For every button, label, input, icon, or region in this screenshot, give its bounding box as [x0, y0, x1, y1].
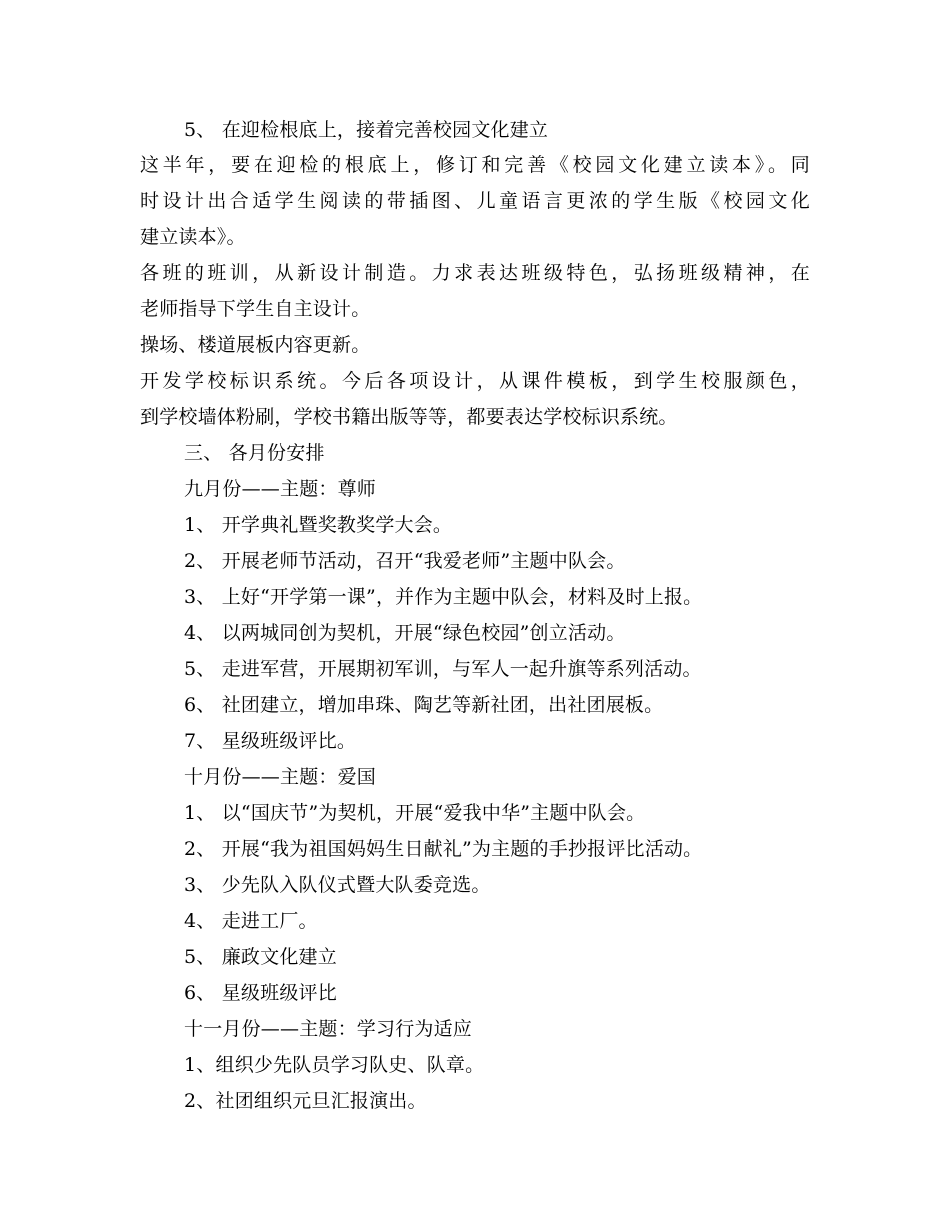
list-item: 1、 开学典礼暨奖教奖学大会。 [184, 514, 453, 536]
list-item: 3、 少先队入队仪式暨大队委竞选。 [184, 874, 491, 896]
list-item: 5、 走进军营，开展期初军训，与军人一起升旗等系列活动。 [184, 658, 702, 680]
list-item: 6、 星级班级评比 [184, 982, 337, 1004]
heading-campus-culture: 5、 在迎检根底上，接着完善校园文化建立 [184, 119, 549, 141]
paragraph-line: 各班的班训，从新设计制造。力求表达班级特色，弘扬班级精神，在 [140, 262, 810, 284]
list-item: 1、 以“国庆节”为契机，开展“爱我中华”主题中队会。 [184, 802, 646, 824]
list-item: 4、 走进工厂。 [184, 910, 318, 932]
list-item: 5、 廉政文化建立 [184, 946, 337, 968]
list-item: 3、 上好“开学第一课”，并作为主题中队会，材料及时上报。 [184, 586, 703, 608]
month-heading-november: 十一月份——主题：学习行为适应 [184, 1018, 473, 1040]
paragraph-line: 时设计出合适学生阅读的带插图、儿童语言更浓的学生版《校园文化 [140, 190, 810, 212]
list-item: 7、 星级班级评比。 [184, 730, 357, 752]
month-heading-september: 九月份——主题：尊师 [184, 478, 377, 500]
list-item: 2、 开展老师节活动，召开“我爱老师”主题中队会。 [184, 550, 626, 572]
list-item: 4、 以两城同创为契机，开展“绿色校园”创立活动。 [184, 622, 626, 644]
paragraph-line: 建立读本》。 [140, 226, 246, 248]
list-item: 2、 开展“我为祖国妈妈生日献礼”为主题的手抄报评比活动。 [184, 838, 703, 860]
list-item: 2、社团组织元旦汇报演出。 [184, 1090, 427, 1112]
list-item: 1、组织少先队员学习队史、队章。 [184, 1054, 485, 1076]
paragraph-line: 操场、楼道展板内容更新。 [140, 334, 371, 356]
paragraph-line: 开发学校标识系统。今后各项设计，从课件模板，到学生校服颜色， [140, 370, 810, 392]
paragraph-line: 到学校墙体粉刷，学校书籍出版等等，都要表达学校标识系统。 [140, 406, 678, 428]
paragraph-line: 老师指导下学生自主设计。 [140, 298, 371, 320]
month-heading-october: 十月份——主题：爱国 [184, 766, 377, 788]
section-heading-monthly-plan: 三、 各月份安排 [184, 442, 325, 464]
list-item: 6、 社团建立，增加串珠、陶艺等新社团，出社团展板。 [184, 694, 664, 716]
paragraph-line: 这半年，要在迎检的根底上，修订和完善《校园文化建立读本》。同 [140, 154, 810, 176]
